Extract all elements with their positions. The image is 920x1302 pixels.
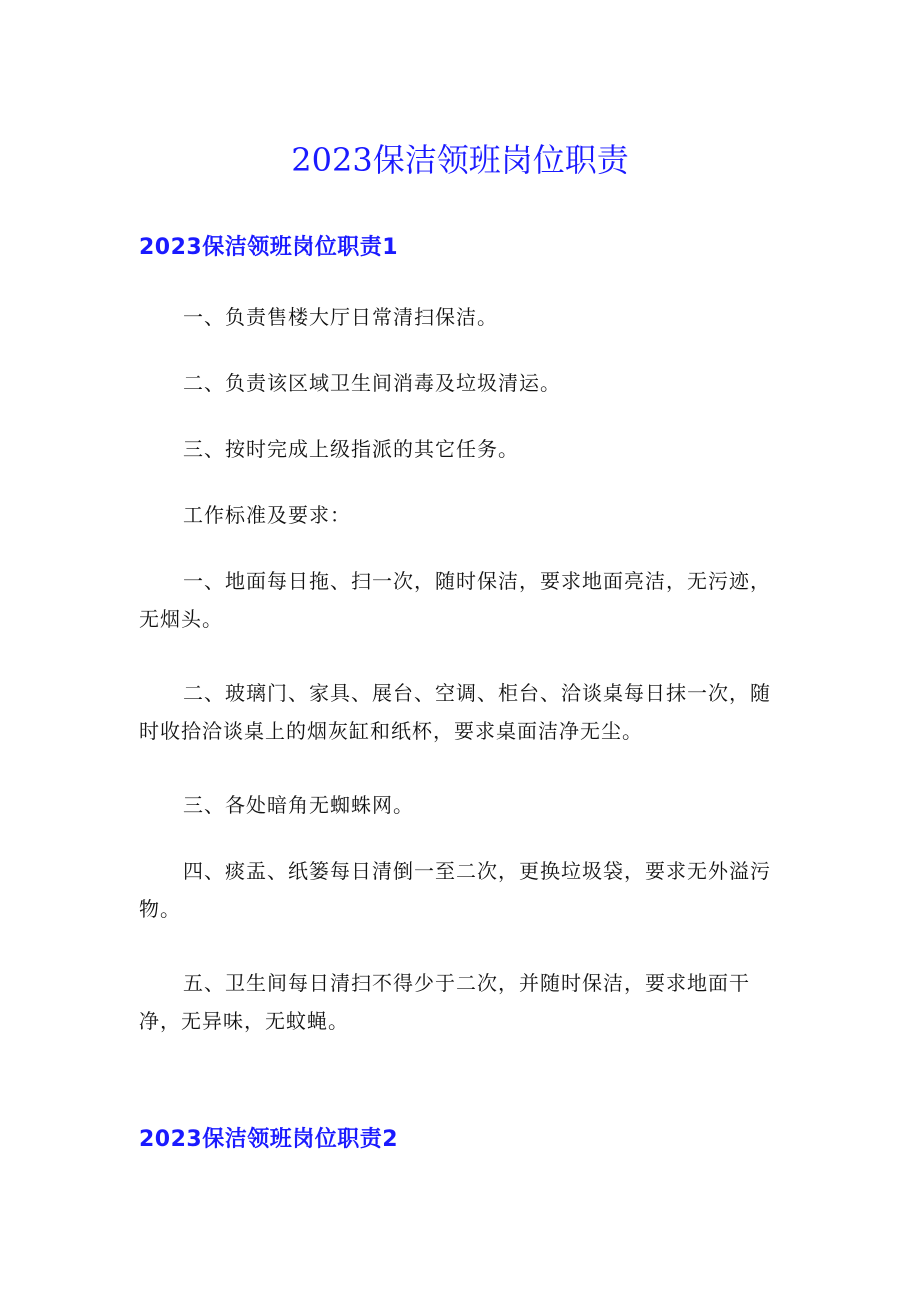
paragraph: 三、各处暗角无蜘蛛网。 <box>183 793 414 817</box>
paragraph: 二、负责该区域卫生间消毒及垃圾清运。 <box>183 371 561 395</box>
paragraph: 一、负责售楼大厅日常清扫保洁。 <box>183 305 498 329</box>
document-title: 2023保洁领班岗位职责 <box>291 141 629 179</box>
paragraph: 二、玻璃门、家具、展台、空调、柜台、洽谈桌每日抹一次，随时收拾洽谈桌上的烟灰缸和纸杯，要求桌面洁净无尘。 <box>139 681 771 743</box>
paragraph: 工作标准及要求： <box>183 503 351 527</box>
section-heading-2: 2023保洁领班岗位职责2 <box>139 1127 399 1152</box>
paragraph: 四、痰盂、纸篓每日清倒一至二次，更换垃圾袋，要求无外溢污物。 <box>139 859 771 921</box>
section-heading-1: 2023保洁领班岗位职责1 <box>139 235 399 260</box>
paragraph: 五、卫生间每日清扫不得少于二次，并随时保洁，要求地面干净，无异味，无蚊蝇。 <box>139 971 750 1033</box>
paragraph: 三、按时完成上级指派的其它任务。 <box>183 437 519 461</box>
paragraph: 一、地面每日拖、扫一次，随时保洁，要求地面亮洁，无污迹，无烟头。 <box>139 569 771 631</box>
